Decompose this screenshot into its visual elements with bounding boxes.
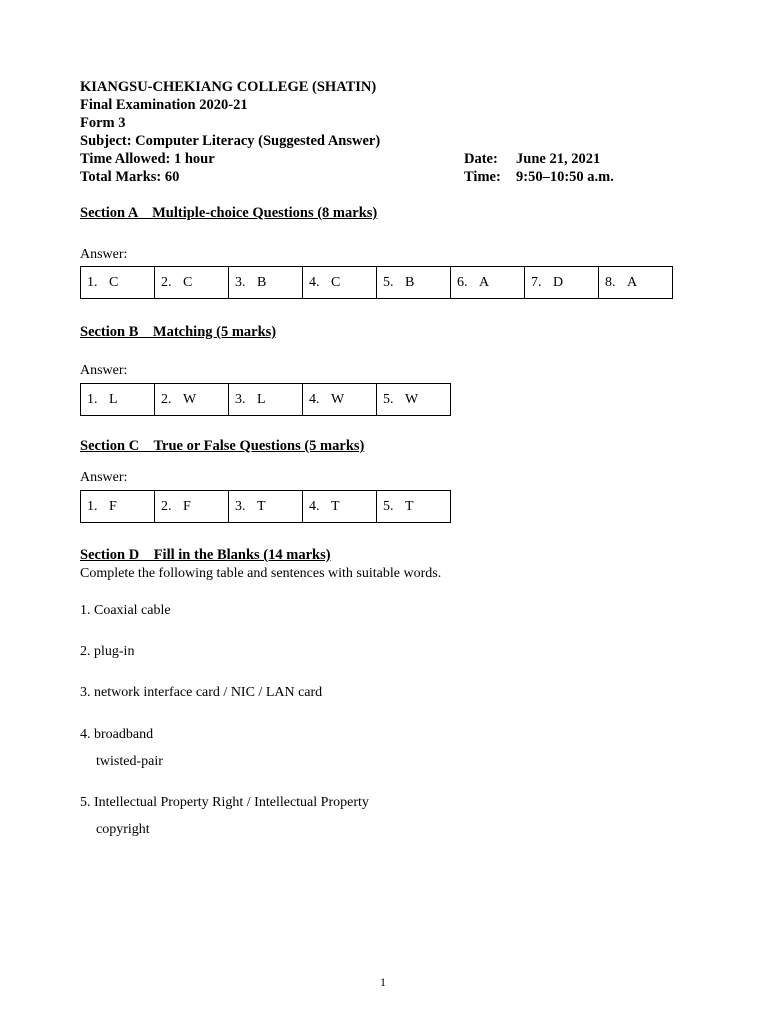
answer-number: 4. [309, 498, 320, 514]
section-d-instruction: Complete the following table and sentences with suitable words. [80, 566, 442, 581]
subject-line: Subject: Computer Literacy (Suggested Answer) [80, 133, 381, 149]
total-marks: Total Marks: 60 [80, 169, 180, 185]
answer-cell [155, 491, 229, 523]
answer-value: L [257, 391, 266, 407]
answer-cell [303, 384, 377, 416]
fill-answer-1: 1. Coaxial cable [80, 603, 171, 618]
answer-value: A [479, 274, 490, 290]
answer-value: L [109, 391, 118, 407]
answer-number: 3. [235, 498, 246, 514]
answer-number: 1. [87, 274, 98, 290]
answer-number: 2. [161, 274, 172, 290]
answer-number: 6. [457, 274, 468, 290]
answer-value: W [405, 391, 419, 407]
answer-number: 5. [383, 274, 394, 290]
exam-time [464, 168, 614, 186]
section-a-answer-table [80, 266, 673, 299]
exam-date [464, 150, 600, 168]
answer-number: 4. [309, 391, 320, 407]
time-label: Time: [464, 169, 501, 185]
answer-number: 1. [87, 498, 98, 514]
section-c-answer-label: Answer: [80, 470, 128, 485]
answer-cell [525, 267, 599, 299]
answer-cell [229, 384, 303, 416]
answer-value: T [257, 498, 266, 514]
school-name: KIANGSU-CHEKIANG COLLEGE (SHATIN) [80, 79, 377, 95]
answer-number: 8. [605, 274, 616, 290]
answer-cell [377, 384, 451, 416]
answer-number: 7. [531, 274, 542, 290]
answer-number: 5. [383, 391, 394, 407]
answer-number: 2. [161, 391, 172, 407]
answer-value: W [183, 391, 197, 407]
section-d-title: Section D Fill in the Blanks (14 marks) [80, 547, 331, 563]
answer-cell [377, 267, 451, 299]
answer-value: B [257, 274, 267, 290]
section-c-answer-table [80, 490, 451, 523]
answer-cell [155, 384, 229, 416]
answer-number: 3. [235, 274, 246, 290]
answer-number: 2. [161, 498, 172, 514]
answer-cell [229, 491, 303, 523]
fill-answer-3: 3. network interface card / NIC / LAN card [80, 685, 323, 700]
fill-answer-5a: 5. Intellectual Property Right / Intellectual Property [80, 795, 369, 810]
exam-title: Final Examination 2020-21 [80, 97, 248, 113]
section-a-title: Section A Multiple-choice Questions (8 marks) [80, 205, 378, 221]
answer-cell [451, 267, 525, 299]
answer-number: 5. [383, 498, 394, 514]
answer-value: D [553, 274, 564, 290]
answer-value: F [109, 498, 117, 514]
answer-value: T [331, 498, 340, 514]
answer-number: 4. [309, 274, 320, 290]
answer-value: A [627, 274, 638, 290]
answer-cell [81, 384, 155, 416]
answer-cell [81, 491, 155, 523]
answer-cell [155, 267, 229, 299]
answer-cell [377, 491, 451, 523]
date-label: Date: [464, 151, 498, 167]
answer-number: 1. [87, 391, 98, 407]
section-b-answer-table [80, 383, 451, 416]
answer-cell [599, 267, 673, 299]
section-b-answer-label: Answer: [80, 363, 128, 378]
answer-number: 3. [235, 391, 246, 407]
answer-value: W [331, 391, 345, 407]
section-a-answer-label: Answer: [80, 247, 128, 262]
date-value: June 21, 2021 [516, 151, 601, 167]
answer-cell [81, 267, 155, 299]
time-value: 9:50–10:50 a.m. [516, 169, 614, 185]
answer-value: C [183, 274, 193, 290]
answer-value: B [405, 274, 415, 290]
page-number: 1 [380, 975, 386, 989]
answer-value: F [183, 498, 191, 514]
answer-value: T [405, 498, 414, 514]
section-c-title: Section C True or False Questions (5 marks) [80, 438, 365, 454]
fill-answer-5b: copyright [96, 822, 150, 837]
fill-answer-4a: 4. broadband [80, 727, 154, 742]
section-b-title: Section B Matching (5 marks) [80, 324, 277, 340]
answer-cell [229, 267, 303, 299]
fill-answer-2: 2. plug-in [80, 644, 135, 659]
answer-value: C [331, 274, 341, 290]
answer-cell [303, 491, 377, 523]
form-level: Form 3 [80, 115, 126, 131]
time-allowed: Time Allowed: 1 hour [80, 151, 215, 167]
answer-cell [303, 267, 377, 299]
fill-answer-4b: twisted-pair [96, 754, 163, 769]
answer-value: C [109, 274, 119, 290]
